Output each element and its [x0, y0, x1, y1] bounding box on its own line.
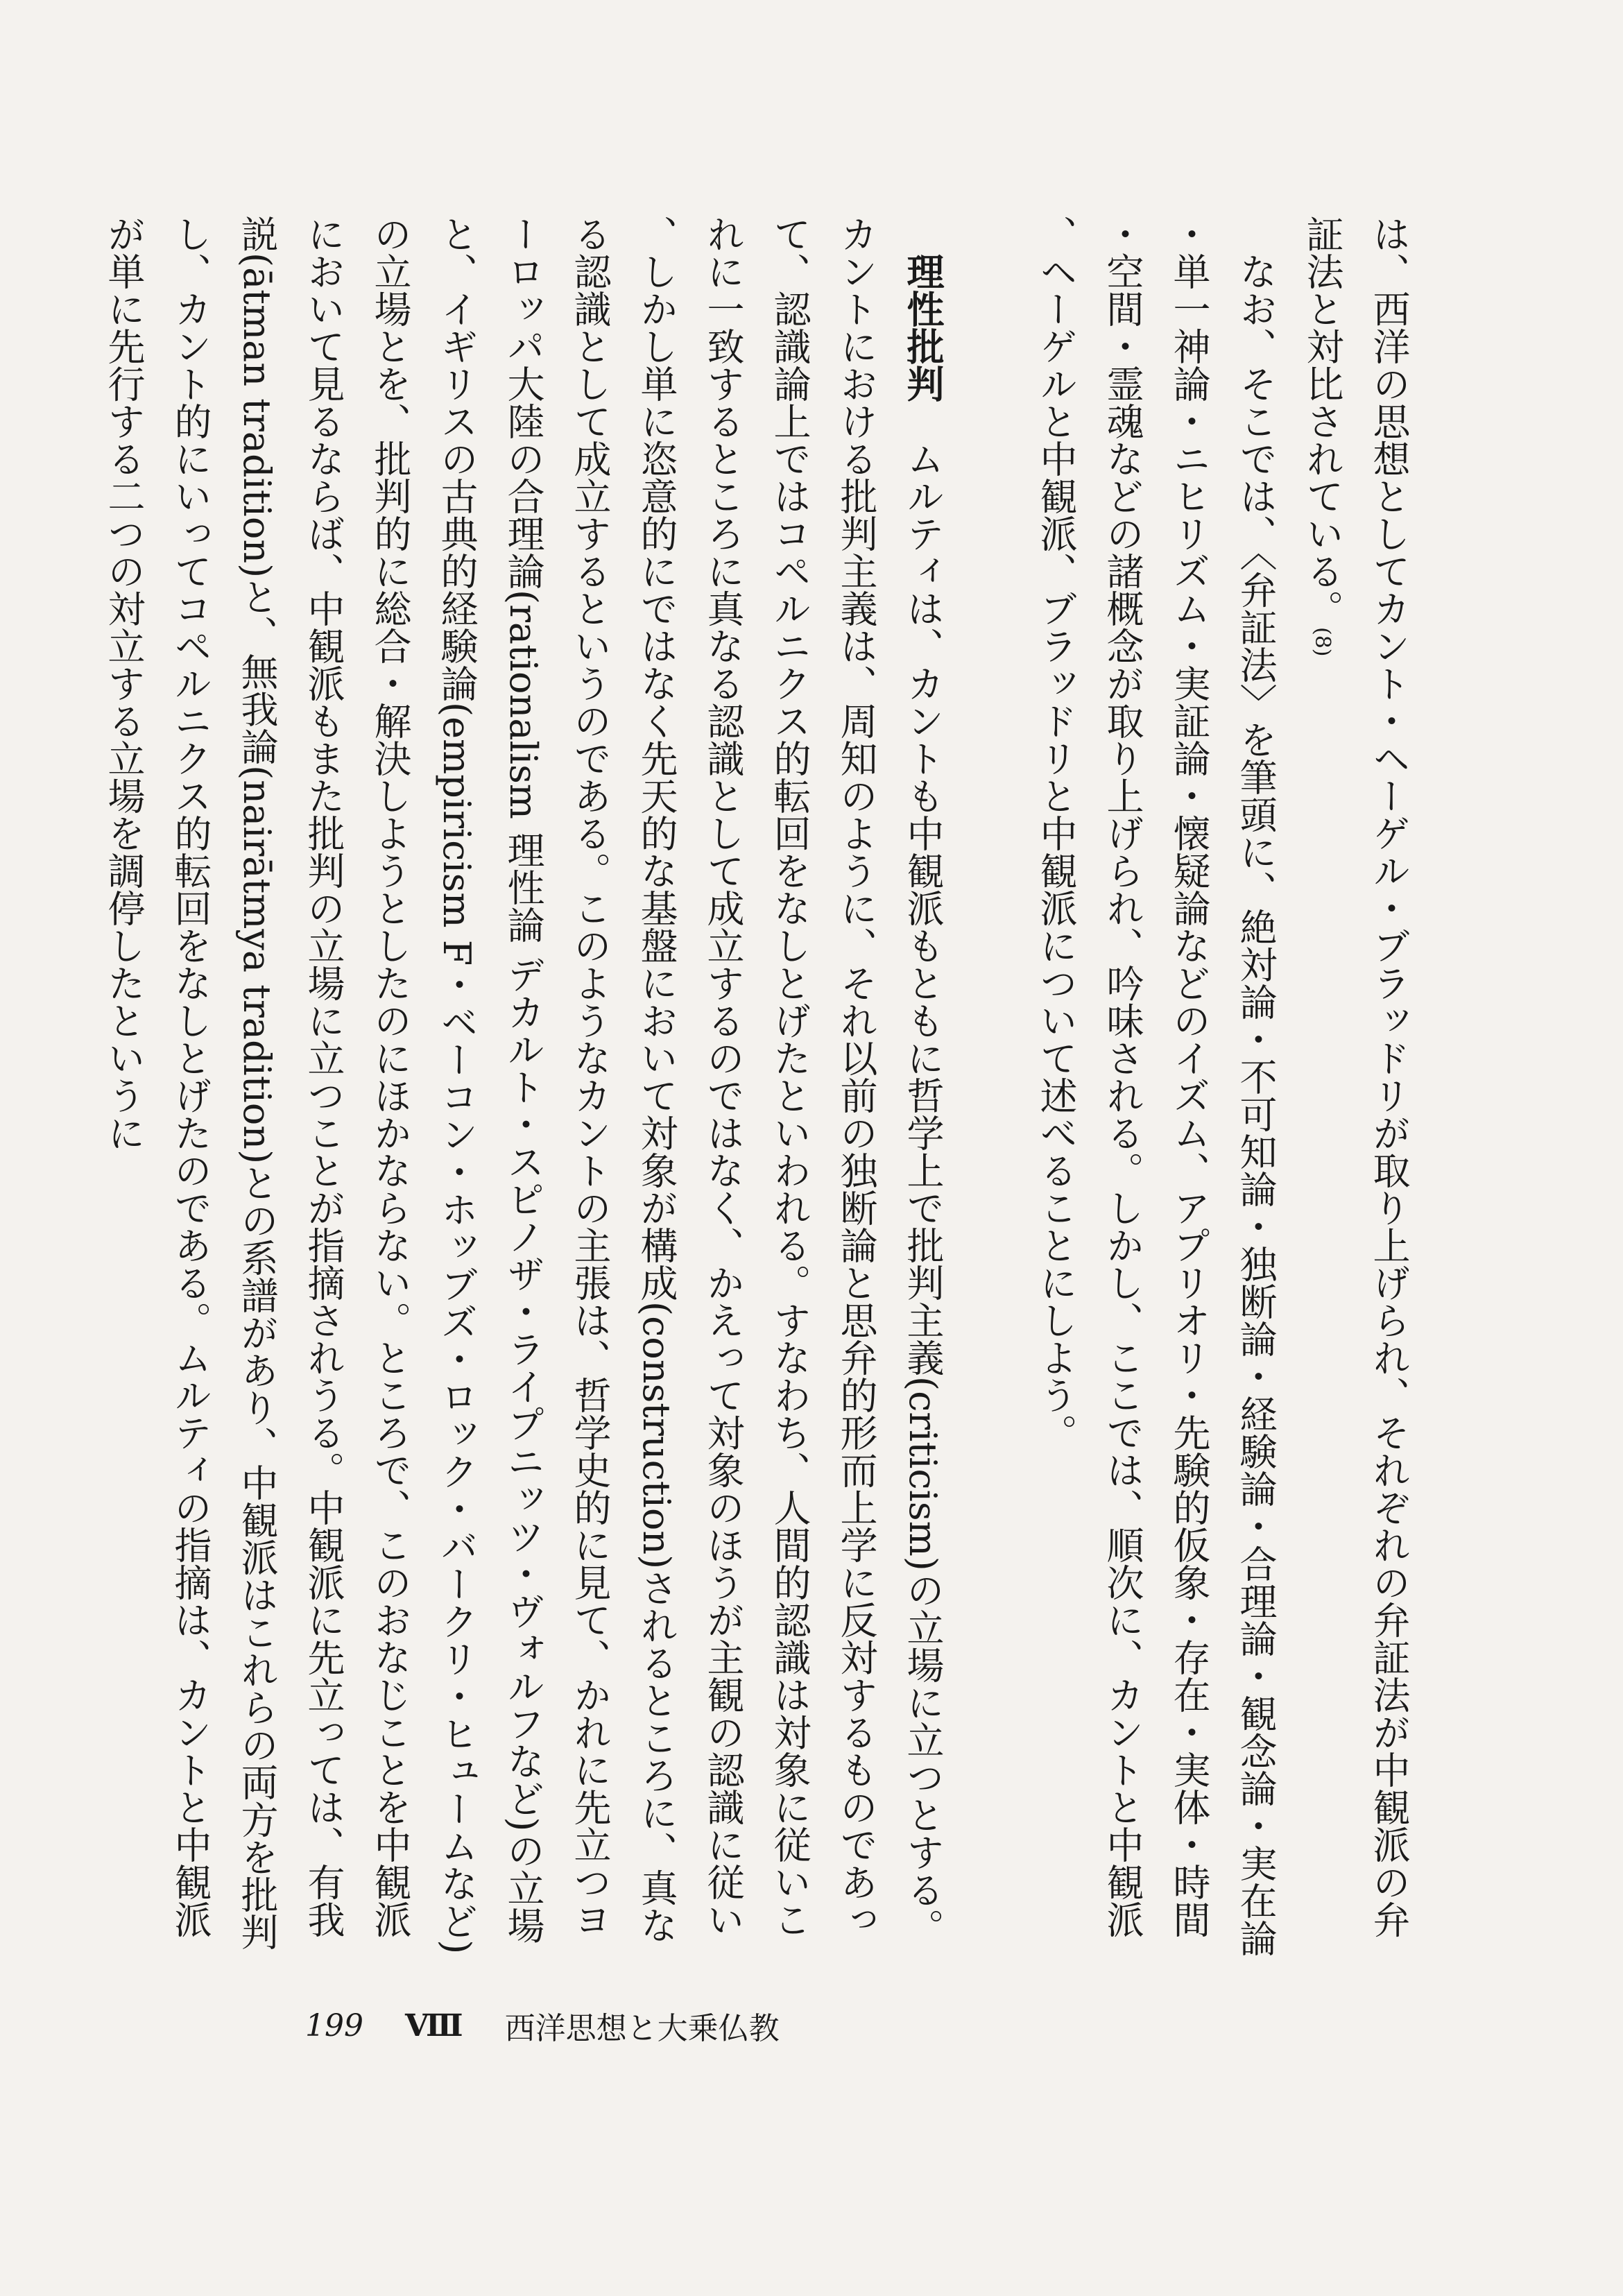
section-heading: 理性批判	[901, 252, 945, 402]
paragraph-text: なお、そこでは、〈弁証法〉を筆頭に、絶対論・不可知論・独断論・経験論・合理論・観念論・実在論・単一神論・ニヒリズム・実証論・懐疑論などのイズム、アプリオリ・先験的仮象・存在・実体・時間・空間・霊魂などの諸概念が取り上げられ、吟味される。しかし、ここでは、順次に、カントと中観派、ヘーゲルと中観派、ブラッドリと中観派について述べることにしよう。	[1034, 215, 1278, 1957]
running-title: 西洋思想と大乗仏教	[504, 2011, 780, 2046]
paragraph-continuation	[1289, 215, 1422, 1963]
page-footer	[305, 1998, 1137, 2053]
paragraph-reason-critique	[90, 215, 956, 1963]
page-number: 199	[305, 2007, 363, 2044]
paragraph-text: は、西洋の思想としてカント・ヘーゲル・ブラッドリが取り上げられ、それぞれの弁証法が中観派の弁証法と対比されている。	[1300, 215, 1411, 1938]
chapter-number: Ⅷ	[404, 2007, 463, 2044]
footnote-ref: (8)	[1310, 627, 1334, 657]
paragraph-nao	[1022, 215, 1289, 1963]
paragraph-text: ムルティは、カントも中観派もともに哲学上で批判主義(criticism)の立場に立つとする。カントにおける批判主義は、周知のように、それ以前の独断論と思弁的形而上学に反対するものであって、認識論上ではコペルニクス的転回をなしとげたといわれる。すなわち、人間的認識は対象に従いこれに一致するところに真なる認識として成立するのではなく、かえって対象のほうが主観の認識に従い、しかし単に恣意的にではなく先天的な基盤において対象が構成(construction)されるところに、真なる認識として成立するというのである。このようなカントの主張は、哲学史的に見て、かれに先立つヨーロッパ大陸の合理論(rationalism 理性論 デカルト・スピノザ・ライプニッツ・ヴォルフなど)の立場と、イギリスの古典的経験論(empiricism F・ベーコン・ホッブズ・ロック・バークリ・ヒュームなど)の立場とを、批判的に総合・解決しようとしたのにほかならない。ところで、このおなじことを中観派において見るならば、中観派もまた批判の立場に立つことが指摘されうる。中観派に先立っては、有我説(ātman tradition)と、無我論(nairātmya tradition)との系譜があり、中観派はこれらの両方を批判し、カント的にいってコペルニクス的転回をなしとげたのである。ムルティの指摘は、カントと中観派が単に先行する二つの対立する立場を調停したというに	[102, 215, 945, 1955]
vertical-text-body	[102, 215, 1422, 1963]
